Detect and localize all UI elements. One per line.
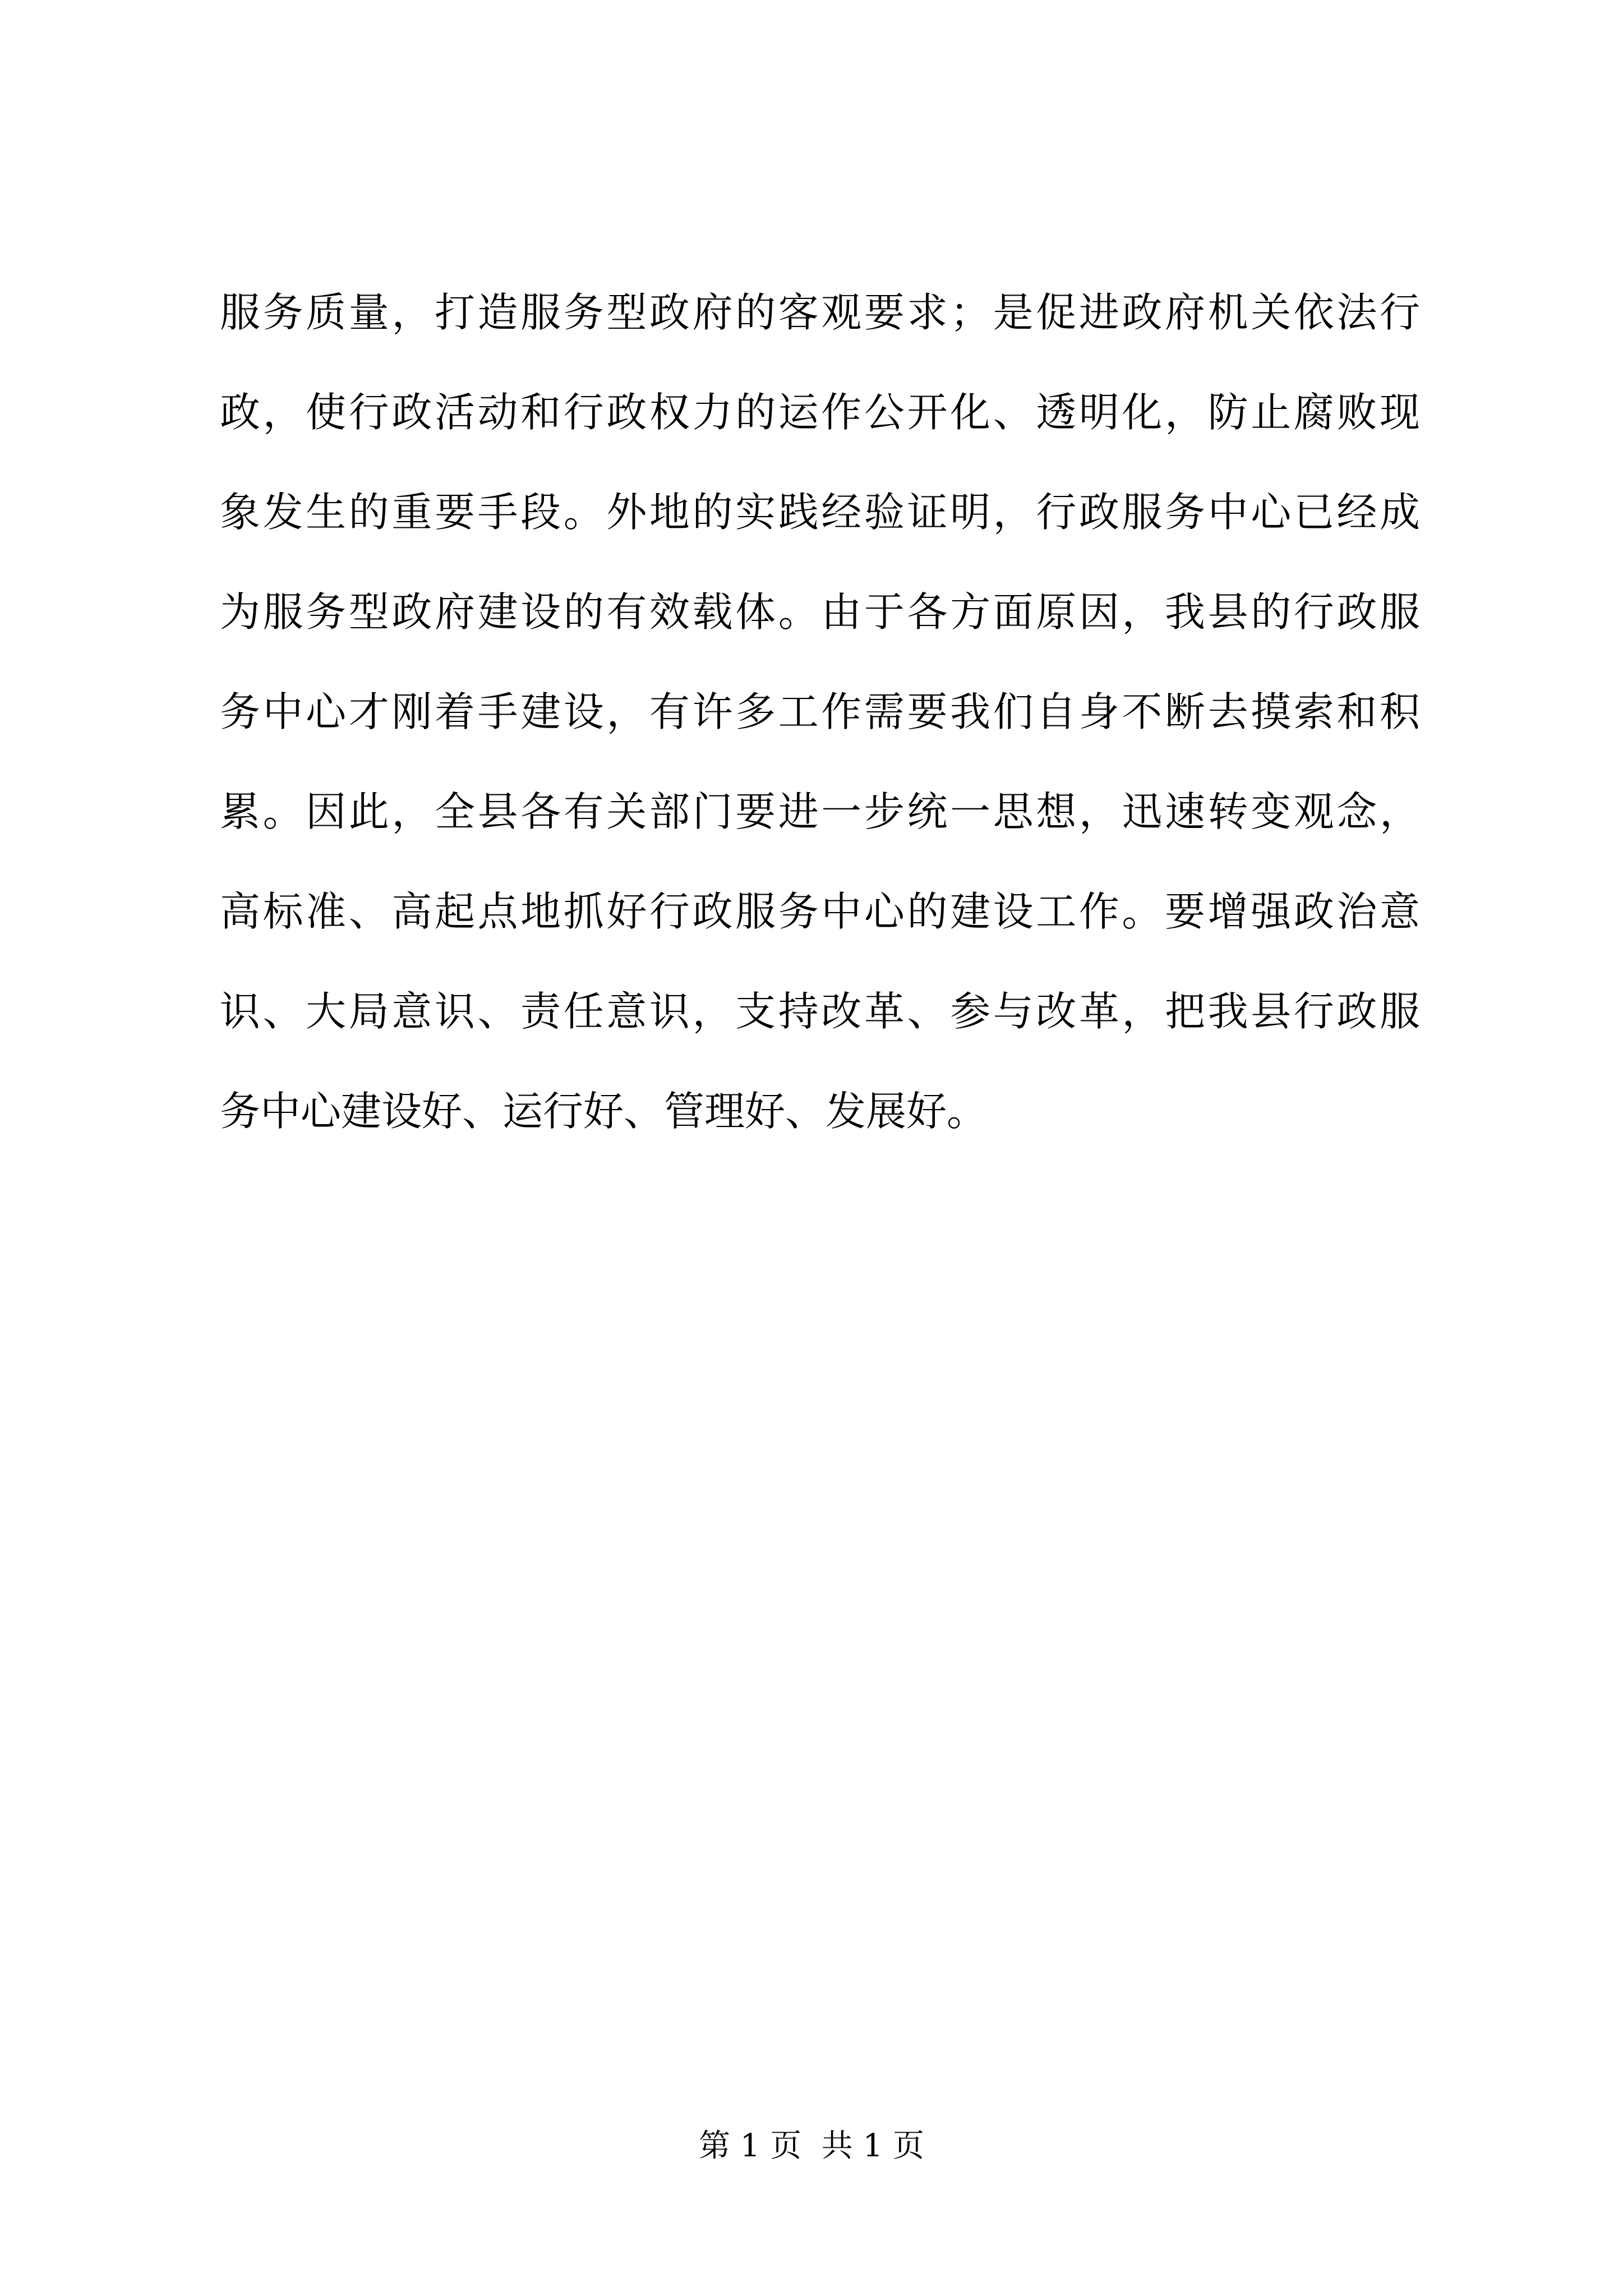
paragraph-line: 象发生的重要手段。外地的实践经验证明，行政服务中心已经成 (220, 489, 1420, 536)
paragraph-line: 服务质量，打造服务型政府的客观要求；是促进政府机关依法行 (220, 289, 1420, 336)
paragraph-line: 累。因此，全县各有关部门要进一步统一思想，迅速转变观念， (220, 788, 1420, 835)
paragraph-line: 识、大局意识、责任意识，支持改革、参与改革，把我县行政服 (220, 988, 1420, 1035)
paragraph-line: 为服务型政府建设的有效载体。由于各方面原因，我县的行政服 (220, 588, 1420, 636)
body-paragraph (220, 263, 1420, 1161)
page-footer: 第 1 页 共 1 页 (698, 2128, 925, 2164)
paragraph-line: 政，使行政活动和行政权力的运作公开化、透明化，防止腐败现 (220, 389, 1420, 436)
paragraph-line: 务中心建设好、运行好、管理好、发展好。 (220, 1088, 988, 1135)
paragraph-line: 务中心才刚着手建设，有许多工作需要我们自身不断去摸索和积 (220, 688, 1420, 735)
paragraph-line: 高标准、高起点地抓好行政服务中心的建设工作。要增强政治意 (220, 888, 1420, 935)
